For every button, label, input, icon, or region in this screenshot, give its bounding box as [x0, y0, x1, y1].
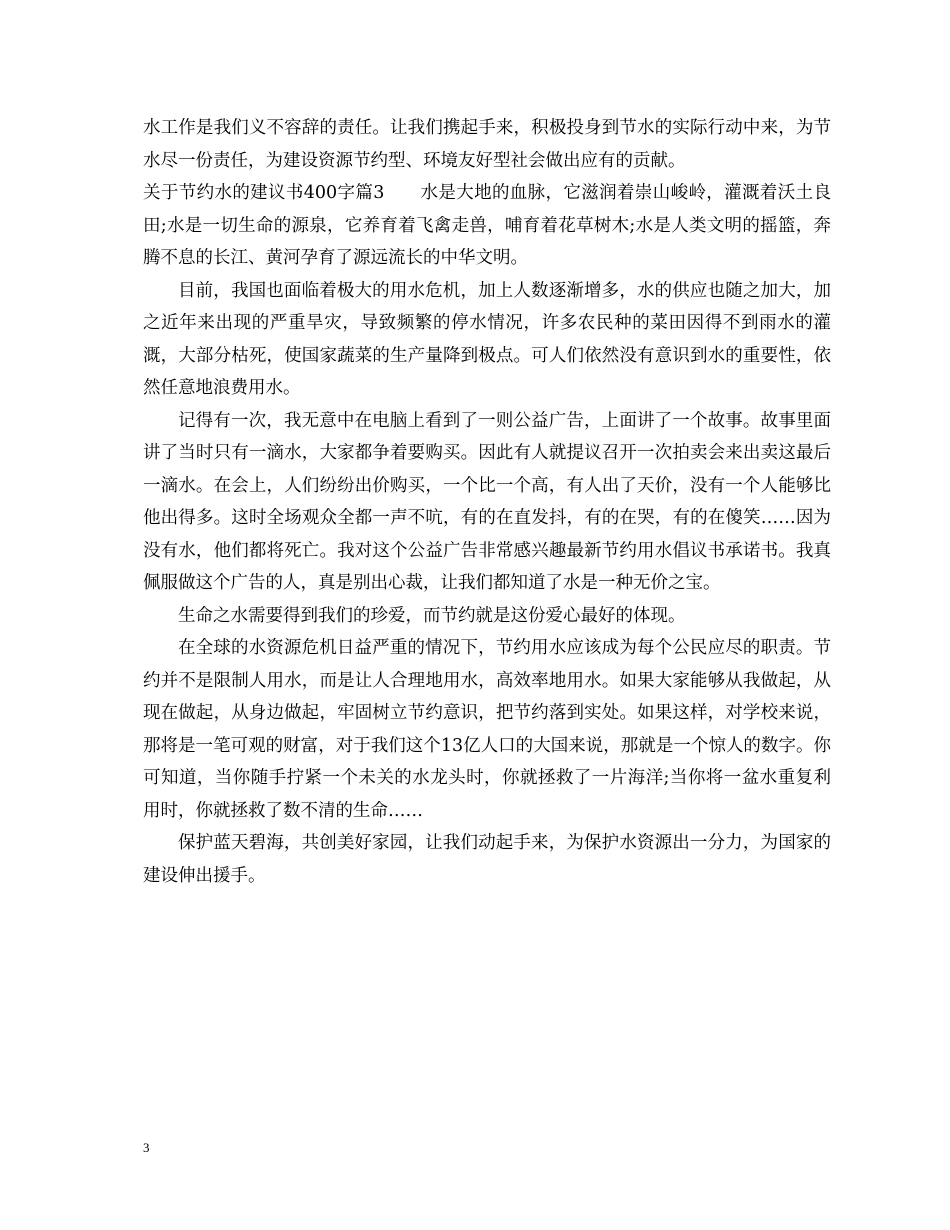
paragraph-6: 在全球的水资源危机日益严重的情况下，节约用水应该成为每个公民应尽的职责。节约并不是限制人用水，而是让人合理地用水，高效率地用水。如果大家能够从我做起，从现在做起，从身边做起，牢固树立节约意识，把节约落到实处。如果这样，对学校来说，那将是一笔可观的财富，对于我们这个13亿人口的大国来说，那就是一个惊人的数字。你可知道，当你随手拧紧一个未关的水龙头时，你就拯救了一片海洋;当你将一盆水重复利用时，你就拯救了数不清的生命……: [143, 638, 831, 821]
paragraph-2: 关于节约水的建议书400字篇3 水是大地的血脉，它滋润着崇山峻岭，灌溉着沃土良田;水是一切生命的源泉，它养育着飞禽走兽，哺育着花草树木;水是人类文明的摇篮，奔腾不息的长江、黄河孕育了源远流长的中华文明。: [143, 183, 831, 268]
document-body: [143, 112, 831, 892]
paragraph-4: 记得有一次，我无意中在电脑上看到了一则公益广告，上面讲了一个故事。故事里面讲了当时只有一滴水，大家都争着要购买。因此有人就提议召开一次拍卖会来出卖这最后一滴水。在会上，人们纷纷出价购买，一个比一个高，有人出了天价，没有一个人能够比他出得多。这时全场观众全都一声不吭，有的在直发抖，有的在哭，有的在傻笑……因为没有水，他们都将死亡。我对这个公益广告非常感兴趣最新节约用水倡议书承诺书。我真佩服做这个广告的人，真是别出心裁，让我们都知道了水是一种无价之宝。: [143, 410, 831, 593]
paragraph-7: 保护蓝天碧海，共创美好家园，让我们动起手来，为保护水资源出一分力，为国家的建设伸出援手。: [143, 833, 831, 886]
paragraph-1: 水工作是我们义不容辞的责任。让我们携起手来，积极投身到节水的实际行动中来，为节水尽一份责任，为建设资源节约型、环境友好型社会做出应有的贡献。: [143, 118, 831, 171]
page-number: 3: [143, 1140, 150, 1155]
paragraph-5: 生命之水需要得到我们的珍爱，而节约就是这份爱心最好的体现。: [178, 605, 686, 626]
paragraph-3: 目前，我国也面临着极大的用水危机，加上人数逐渐增多，水的供应也随之加大，加之近年来出现的严重旱灾，导致频繁的停水情况，许多农民种的菜田因得不到雨水的灌溉，大部分枯死，使国家蔬菜的生产量降到极点。可人们依然没有意识到水的重要性，依然任意地浪费用水。: [143, 280, 831, 398]
